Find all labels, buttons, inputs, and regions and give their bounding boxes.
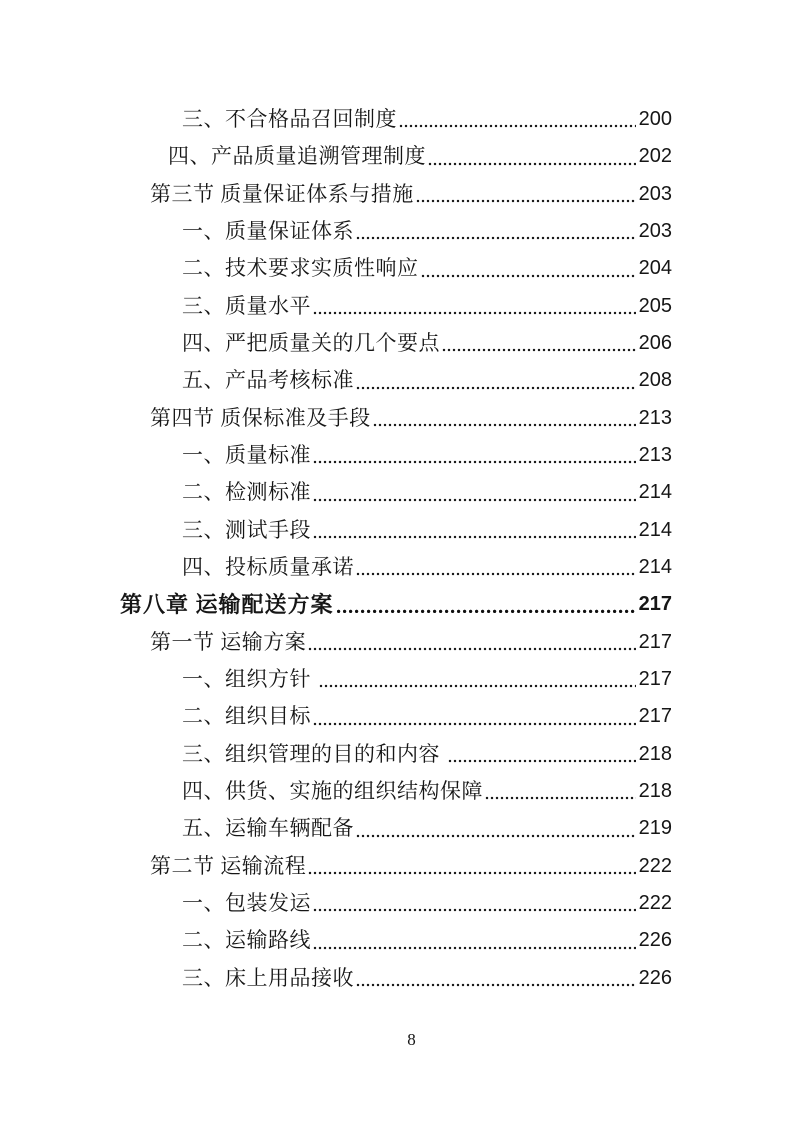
toc-entry-label: 五、产品考核标准 (182, 368, 354, 393)
toc-entry-page: 205 (638, 294, 672, 317)
toc-entry (120, 250, 672, 287)
toc-entry-label: 五、运输车辆配备 (182, 816, 354, 841)
dot-leader (313, 698, 636, 735)
dot-leader (399, 101, 636, 138)
dot-leader (313, 474, 636, 511)
toc-entry-page: 218 (638, 779, 672, 802)
toc-entry-label: 三、床上用品接收 (182, 965, 354, 990)
dot-leader (428, 138, 636, 175)
dot-leader (313, 885, 636, 922)
toc-entry-label: 第二节 运输流程 (150, 853, 307, 878)
toc-entry-page: 206 (638, 331, 672, 354)
toc-entry (120, 810, 672, 847)
toc-entry (120, 586, 672, 623)
toc-entry (120, 362, 672, 399)
toc-entry (120, 288, 672, 325)
toc-entry-label: 一、包装发运 (182, 890, 311, 915)
dot-leader (313, 288, 636, 325)
dot-leader (485, 773, 636, 810)
dot-leader (356, 362, 636, 399)
dot-leader (356, 810, 636, 847)
toc-entry-page: 218 (638, 742, 672, 765)
toc-list (120, 101, 672, 997)
toc-entry-page: 217 (638, 667, 672, 690)
toc-entry (120, 437, 672, 474)
toc-entry-page: 203 (638, 182, 672, 205)
toc-entry-label: 一、质量标准 (182, 442, 311, 467)
toc-entry-page: 213 (638, 406, 672, 429)
toc-entry (120, 549, 672, 586)
toc-entry-page: 200 (638, 108, 672, 130)
toc-entry-page: 226 (638, 966, 672, 989)
toc-entry-page: 217 (638, 593, 672, 616)
toc-entry (120, 512, 672, 549)
toc-entry (120, 773, 672, 810)
dot-leader (356, 549, 636, 586)
toc-entry-label: 三、测试手段 (182, 517, 311, 542)
dot-leader (313, 922, 636, 959)
toc-entry (120, 922, 672, 959)
toc-entry-page: 208 (638, 369, 672, 392)
toc-entry-page: 217 (638, 630, 672, 653)
toc-entry-label: 第八章 运输配送方案 (120, 592, 334, 618)
toc-entry-page: 214 (638, 481, 672, 504)
toc-entry (120, 474, 672, 511)
toc-entry-page: 202 (638, 145, 672, 168)
footer-page-number: 8 (407, 1030, 416, 1049)
toc-entry (120, 960, 672, 997)
toc-entry-label: 二、技术要求实质性响应 (182, 256, 419, 281)
toc-entry-page: 213 (638, 443, 672, 466)
toc-entry-label: 第三节 质量保证体系与措施 (150, 181, 414, 206)
toc-entry-label: 四、投标质量承诺 (182, 554, 354, 579)
dot-leader (313, 512, 636, 549)
toc-entry-page: 204 (638, 257, 672, 280)
toc-entry-label: 三、不合格品召回制度 (182, 107, 397, 131)
toc-entry-label: 一、组织方针 (182, 666, 317, 691)
toc-entry (120, 176, 672, 213)
dot-leader (442, 325, 636, 362)
toc-entry (120, 885, 672, 922)
dot-leader (416, 176, 636, 213)
toc-entry-label: 二、运输路线 (182, 928, 311, 953)
toc-entry-label: 四、产品质量追溯管理制度 (168, 144, 426, 169)
dot-leader (319, 661, 636, 698)
toc-entry (120, 661, 672, 698)
dot-leader (448, 736, 636, 773)
dot-leader (356, 960, 636, 997)
toc-entry-label: 四、供货、实施的组织结构保障 (182, 778, 483, 803)
dot-leader (373, 400, 636, 437)
toc-entry (120, 101, 672, 138)
toc-entry-page: 222 (638, 891, 672, 914)
toc-entry-page: 226 (638, 929, 672, 952)
toc-entry-page: 222 (638, 854, 672, 877)
toc-entry-page: 219 (638, 817, 672, 840)
toc-entry-label: 一、质量保证体系 (182, 218, 354, 243)
toc-entry (120, 400, 672, 437)
dot-leader (421, 250, 636, 287)
toc-entry-label: 二、检测标准 (182, 480, 311, 505)
toc-entry-page: 214 (638, 555, 672, 578)
toc-entry (120, 698, 672, 735)
dot-leader (308, 624, 635, 661)
toc-entry-label: 第四节 质保标准及手段 (150, 405, 371, 430)
toc-entry-label: 四、严把质量关的几个要点 (182, 330, 440, 355)
toc-entry (120, 848, 672, 885)
toc-entry-page: 214 (638, 518, 672, 541)
toc-entry-label: 三、质量水平 (182, 293, 311, 318)
toc-entry (120, 736, 672, 773)
toc-entry-label: 三、组织管理的目的和内容 (182, 741, 446, 766)
toc-entry-label: 第一节 运输方案 (150, 629, 307, 654)
toc-entry (120, 325, 672, 362)
dot-leader (336, 586, 636, 623)
toc-entry-label: 二、组织目标 (182, 704, 311, 729)
dot-leader (308, 848, 635, 885)
toc-entry (120, 138, 672, 175)
toc-entry (120, 624, 672, 661)
toc-entry (120, 213, 672, 250)
dot-leader (356, 213, 636, 250)
dot-leader (313, 437, 636, 474)
toc-entry-page: 217 (638, 705, 672, 728)
toc-entry-page: 203 (638, 219, 672, 242)
